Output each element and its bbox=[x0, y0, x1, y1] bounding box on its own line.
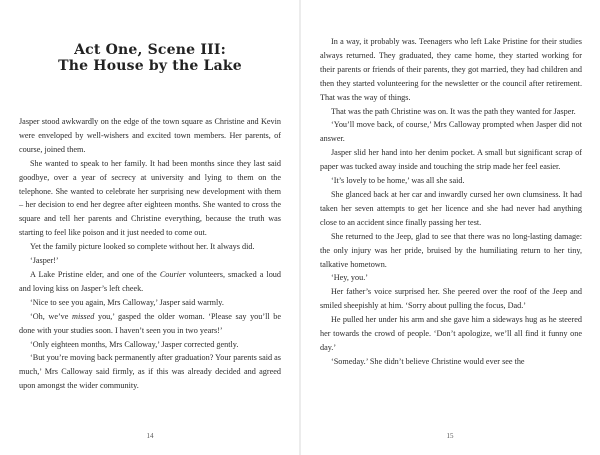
paragraph: He pulled her under his arm and she gave him a sideways hug as he steered her towards the crowd of people. ‘Don’t apologize, we’ll all find it funny one day.’ bbox=[320, 315, 582, 352]
paragraph: ‘Oh, we’ve missed you,’ gasped the older woman. ‘Please say you’ll be done with your studies soon. I haven’t seen you in two years!’ bbox=[19, 311, 282, 335]
paragraph: ‘Hey, you.’ bbox=[331, 273, 368, 283]
paragraph: She glanced back at her car and inwardly cursed her own clumsiness. It had taken her seven attempts to get her licence and she had never had anything close to an accident since finally passing her test. bbox=[320, 189, 582, 227]
paragraph: That was the path Christine was on. It was the path they wanted for Jasper. bbox=[331, 106, 576, 116]
paragraph: ‘Nice to see you again, Mrs Calloway,’ Jasper said warmly. bbox=[30, 297, 224, 307]
paragraph: She returned to the Jeep, glad to see that there was no long-lasting damage: the only injury was her pride, bruised by the humiliating return to her tiny, talkative hometown. bbox=[320, 231, 582, 269]
paragraph: Jasper stood awkwardly on the edge of the town square as Christine and Kevin were enveloped by well-wishers and excited town members. Her parents, of course, joined them. bbox=[19, 117, 281, 154]
page-number-right: 15 bbox=[446, 432, 454, 440]
scene-heading-line-1: Act One, Scene III: bbox=[74, 42, 226, 58]
paragraph: Jasper slid her hand into her denim pocket. A small but significant scrap of paper was tucked away inside and touching the strip made her feel easier. bbox=[320, 148, 582, 172]
paragraph: Yet the family picture looked so complete without her. It always did. bbox=[30, 242, 255, 252]
page-number-left: 14 bbox=[146, 432, 154, 440]
left-body-text bbox=[19, 115, 281, 393]
paragraph: Her father’s voice surprised her. She peered over the roof of the Jeep and smiled sheepishly at him. ‘Sorry about pulling the focus, Dad.’ bbox=[320, 287, 582, 311]
scene-heading-line-2: The House by the Lake bbox=[58, 58, 242, 74]
paragraph: ‘Someday.’ She didn’t believe Christine would ever see the bbox=[331, 356, 525, 366]
paragraph: ‘But you’re moving back permanently after graduation? Your parents said as much,’ Mrs Calloway said firmly, as if this was already decided and agreed upon amongst the wider community. bbox=[19, 353, 281, 391]
scene-heading bbox=[22, 42, 278, 74]
right-body-text bbox=[320, 35, 582, 369]
right-page bbox=[300, 0, 600, 455]
paragraph: ‘It’s lovely to be home,’ was all she said. bbox=[331, 176, 465, 186]
paragraph: In a way, it probably was. Teenagers who left Lake Pristine for their studies always returned. They graduated, they came home, they started working for their parents or friends of their parents, they got married, they had children and then they started volunteering for the newsletter or the council after retirement. That was the way of things. bbox=[320, 37, 582, 102]
paragraph: ‘You’ll move back, of course,’ Mrs Calloway prompted when Jasper did not answer. bbox=[320, 120, 582, 144]
paragraph: A Lake Pristine elder, and one of the Courier volunteers, smacked a loud and loving kiss on Jasper’s left cheek. bbox=[19, 269, 281, 293]
paragraph: ‘Jasper!’ bbox=[30, 256, 59, 266]
paragraph: She wanted to speak to her family. It had been months since they last said goodbye, over a year of secrecy at university and lying to them on the telephone. She wanted to celebrate her surprising new development with them – her decision to end her degree after eighteen months. She wanted to cross the square and tell her parents and Christine everything, because the truth was starting to feel like poison and it just needed to come out. bbox=[19, 158, 281, 238]
paragraph: ‘Only eighteen months, Mrs Calloway,’ Jasper corrected gently. bbox=[30, 339, 239, 349]
